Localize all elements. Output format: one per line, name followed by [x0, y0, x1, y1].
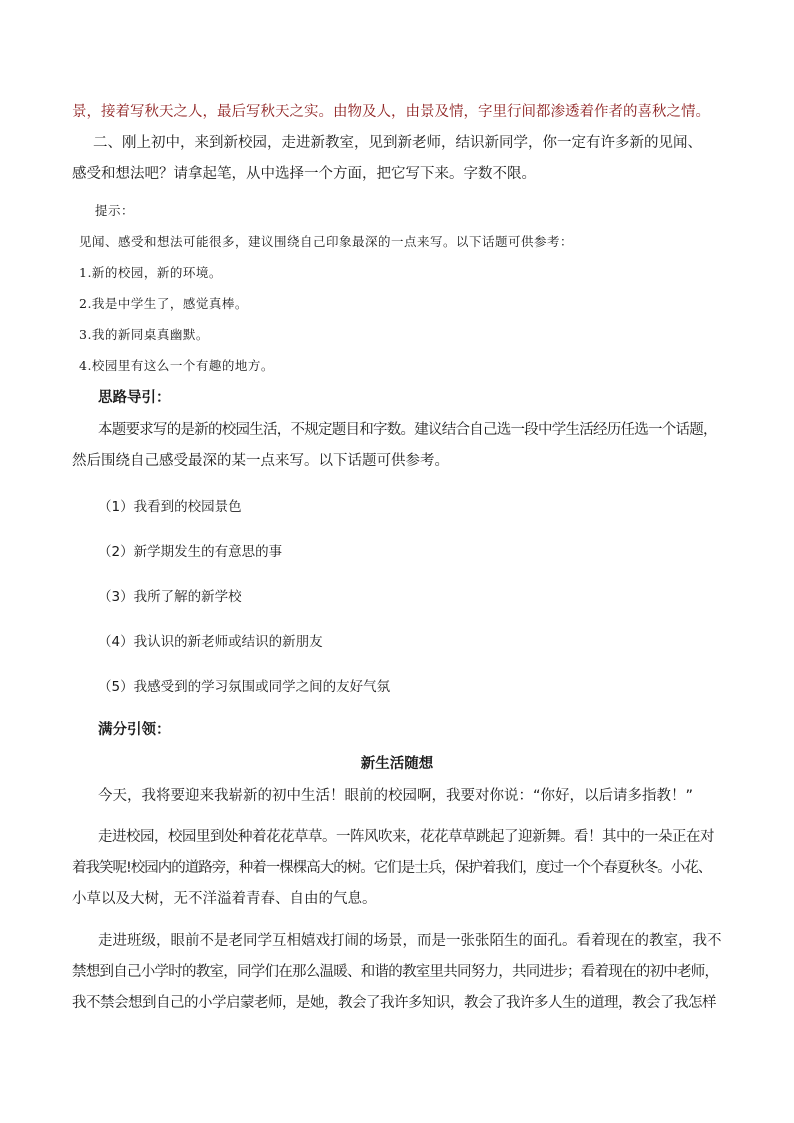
topic-list-item: （3）我所了解的新学校	[98, 589, 242, 605]
topic-list-item: （4）我认识的新老师或结识的新朋友	[98, 634, 323, 650]
section-heading: 满分引领：	[98, 722, 171, 738]
essay-paragraph-line: 我不禁会想到自己的小学启蒙老师，是她，教会了我许多知识，教会了我许多人生的道理，教会了我怎样	[72, 995, 716, 1011]
essay-paragraph-line: 走进校园，校园里到处种着花花草草。一阵风吹来，花花草草跳起了迎新舞。看！其中的一朵正在对	[98, 829, 714, 845]
essay-paragraph-line: 小草以及大树，无不洋溢着青春、自由的气息。	[72, 891, 377, 907]
task-paragraph-line: 感受和想法吧？请拿起笔，从中选择一个方面，把它写下来。字数不限。	[72, 166, 536, 182]
section-heading: 思路导引：	[98, 390, 171, 406]
hint-topic-item: 2.我是中学生了，感觉真棒。	[79, 296, 248, 311]
hint-topic-item: 4.校园里有这么一个有趣的地方。	[79, 358, 274, 373]
essay-paragraph-line: 走进班级，眼前不是老同学互相嬉戏打闹的场景，而是一张张陌生的面孔。看着现在的教室，我不	[98, 933, 722, 949]
essay-paragraph-line: 今天，我将要迎来我崭新的初中生活！眼前的校园啊，我要对你说：“你好，以后请多指教！”	[98, 788, 694, 804]
hint-text: 见闻、感受和想法可能很多，建议围绕自己印象最深的一点来写。以下话题可供参考：	[79, 234, 574, 249]
body-paragraph-line: 景，接着写秋天之人，最后写秋天之实。由物及人，由景及情，字里行间都渗透着作者的喜秋之情。	[72, 104, 710, 120]
hint-topic-item: 1.新的校园，新的环境。	[79, 265, 222, 280]
essay-paragraph-line: 着我笑呢!校园内的道路旁，种着一棵棵高大的树。它们是士兵，保护着我们，度过一个个春夏秋冬。小花、	[72, 860, 712, 876]
hint-label: 提示：	[95, 203, 135, 218]
topic-list-item: （5）我感受到的学习氛围或同学之间的友好气氛	[98, 679, 391, 695]
task-paragraph-line: 二、刚上初中，来到新校园，走进新教室，见到新老师，结识新同学，你一定有许多新的见闻、	[93, 135, 702, 151]
essay-title: 新生活随想	[360, 756, 434, 772]
guide-paragraph-line: 然后围绕自己感受最深的某一点来写。以下话题可供参考。	[72, 453, 449, 469]
essay-paragraph-line: 禁想到自己小学时的教室，同学们在那么温暖、和谐的教室里共同努力，共同进步；看着现在的初中老师，	[72, 964, 719, 980]
guide-paragraph-line: 本题要求写的是新的校园生活，不规定题目和字数。建议结合自己选一段中学生活经历任选一个话题，	[98, 422, 717, 438]
hint-topic-item: 3.我的新同桌真幽默。	[79, 327, 209, 342]
topic-list-item: （1）我看到的校园景色	[98, 499, 242, 515]
topic-list-item: （2）新学期发生的有意思的事	[98, 544, 283, 560]
